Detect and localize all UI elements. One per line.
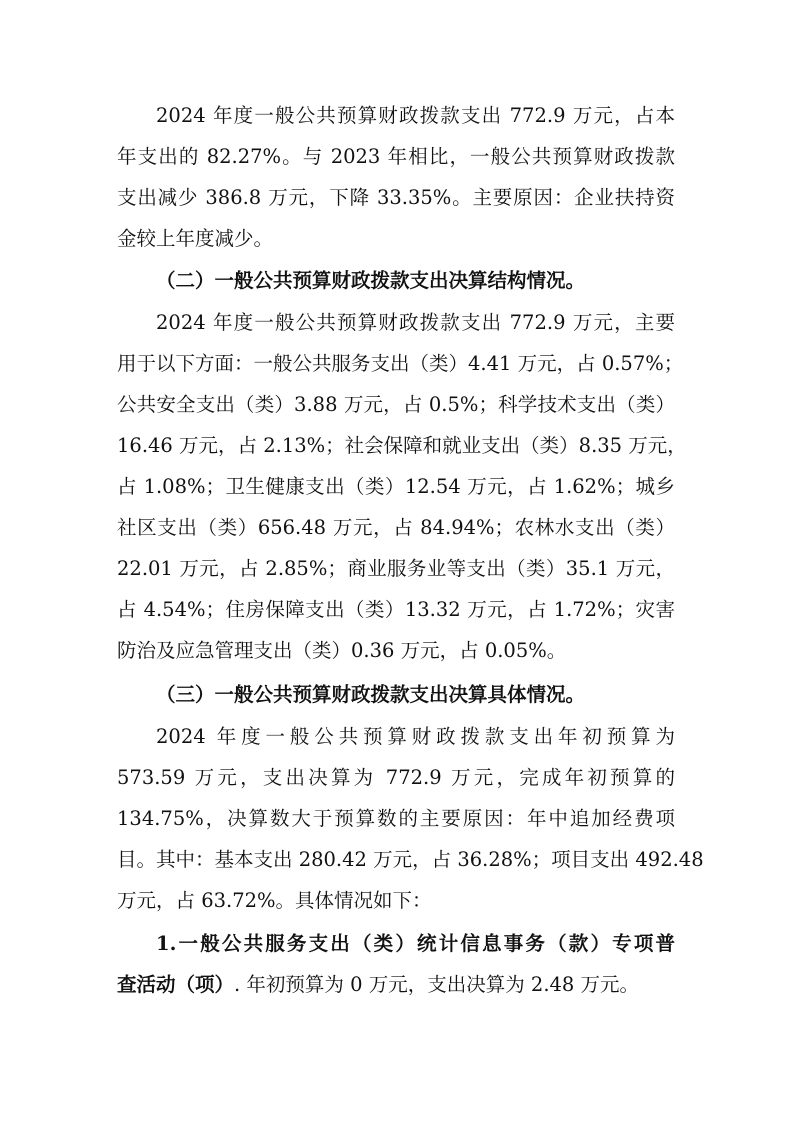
text-line: 134.75%，决算数大于预算数的主要原因：年中追加经费项 <box>117 807 675 830</box>
text-line: 573.59 万元，支出决算为 772.9 万元，完成年初预算的 <box>117 766 675 789</box>
section-heading-structure: （二）一般公共预算财政拨款支出决算结构情况。 <box>156 269 586 292</box>
section-heading-details: （三）一般公共预算财政拨款支出决算具体情况。 <box>156 683 586 706</box>
text-line: 公共安全支出（类）3.88 万元，占 0.5%；科学技术支出（类） <box>117 393 675 416</box>
text-line <box>117 965 675 1005</box>
text-line: 金较上年度减少。 <box>117 227 274 250</box>
item-heading-tail: 查活动（项） <box>117 973 235 996</box>
text-line: 年支出的 82.27%。与 2023 年相比，一般公共预算财政拨款 <box>117 145 675 168</box>
text-line: 防治及应急管理支出（类）0.36 万元，占 0.05%。 <box>117 639 567 662</box>
text-line: 16.46 万元，占 2.13%；社会保障和就业支出（类）8.35 万元， <box>117 434 687 457</box>
text-line: 用于以下方面：一般公共服务支出（类）4.41 万元，占 0.57%； <box>117 352 684 375</box>
item-heading-line: 1.一般公共服务支出（类）统计信息事务（款）专项普 <box>156 932 675 955</box>
text-line: 支出减少 386.8 万元，下降 33.35%。主要原因：企业扶持资 <box>117 186 675 209</box>
text-line: 2024 年度一般公共预算财政拨款支出 772.9 万元，主要 <box>156 311 675 334</box>
text-line: 目。其中：基本支出 280.42 万元，占 36.28%；项目支出 492.48 <box>117 848 704 871</box>
item-budget-text: . 年初预算为 0 万元，支出决算为 2.48 万元。 <box>234 973 640 996</box>
text-line: 2024 年度一般公共预算财政拨款支出年初预算为 <box>156 725 675 748</box>
text-line: 占 4.54%；住房保障支出（类）13.32 万元，占 1.72%；灾害 <box>117 598 675 621</box>
text-line: 占 1.08%；卫生健康支出（类）12.54 万元，占 1.62%；城乡 <box>117 475 675 498</box>
text-line: 万元，占 63.72%。具体情况如下： <box>117 889 432 912</box>
text-line: 社区支出（类）656.48 万元，占 84.94%；农林水支出（类） <box>117 516 675 539</box>
text-line: 22.01 万元，占 2.85%；商业服务业等支出（类）35.1 万元， <box>117 557 675 580</box>
text-line: 2024 年度一般公共预算财政拨款支出 772.9 万元，占本 <box>156 104 675 127</box>
